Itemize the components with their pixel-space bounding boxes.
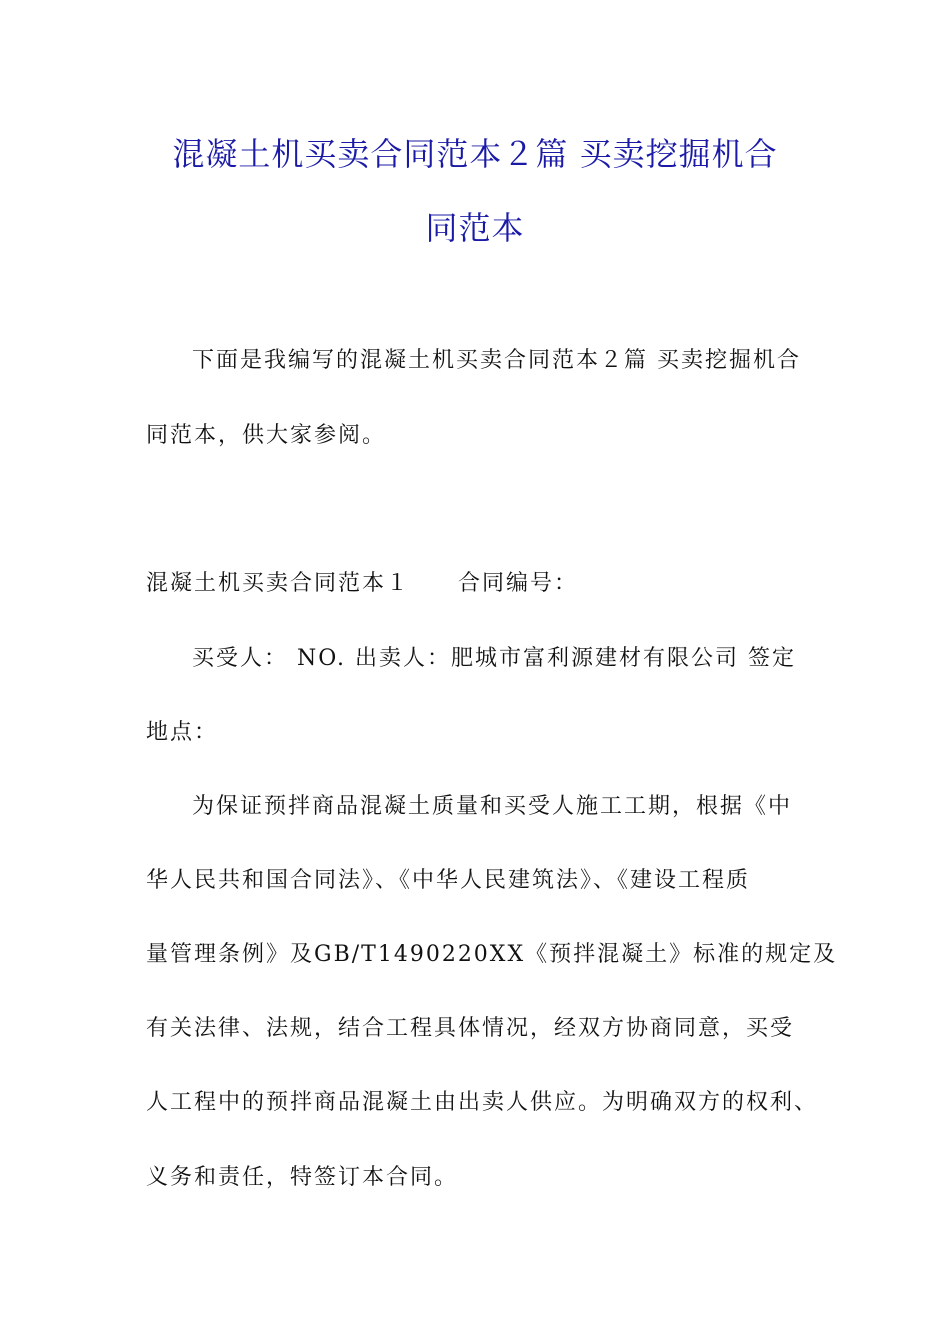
contract-number-label: 合同编号：	[458, 571, 579, 596]
body-line-3: 量管理条例》及GB/T1490220XX《预拌混凝土》标准的规定及	[146, 942, 838, 967]
contract-heading: 混凝土机买卖合同范本１	[146, 571, 411, 596]
body-line-4: 有关法律、法规，结合工程具体情况，经双方协商同意，买受	[146, 1016, 795, 1041]
contract-heading-row	[146, 569, 826, 599]
body-line-6: 义务和责任，特签订本合同。	[146, 1165, 459, 1190]
document-title-line-1: 混凝土机买卖合同范本２篇 买卖挖掘机合	[172, 135, 778, 173]
body-line-5: 人工程中的预拌商品混凝土由出卖人供应。为明确双方的权利、	[146, 1090, 819, 1115]
intro-line-2: 同范本，供大家参阅。	[146, 423, 387, 448]
parties-line-1: 买受人： NO. 出卖人：肥城市富利源建材有限公司 签定	[192, 646, 796, 671]
intro-line-1: 下面是我编写的混凝土机买卖合同范本２篇 买卖挖掘机合	[192, 348, 801, 373]
body-line-1: 为保证预拌商品混凝土质量和买受人施工工期，根据《中	[192, 794, 793, 819]
body-line-2: 华人民共和国合同法》、《中华人民建筑法》、《建设工程质	[146, 868, 751, 893]
document-title-line-2: 同范本	[425, 209, 525, 247]
parties-line-2: 地点：	[146, 720, 219, 745]
